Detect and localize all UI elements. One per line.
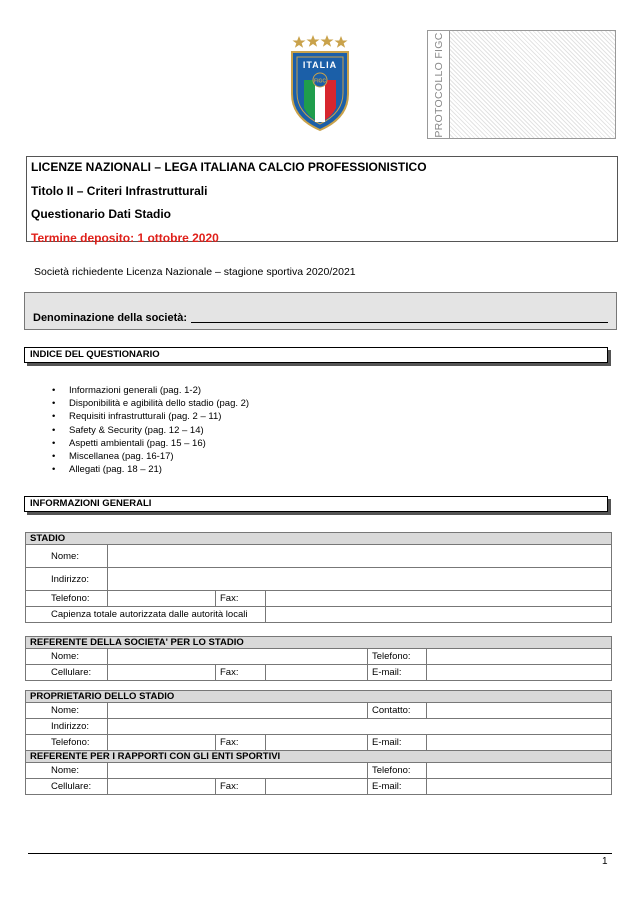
protocollo-label: PROTOCOLLO FIGC: [432, 31, 445, 138]
referente-enti-telefono-field[interactable]: [427, 763, 612, 779]
stadio-capienza-label: Capienza totale autorizzata dalle autorità locali: [26, 607, 266, 623]
deadline-text: Termine deposito: 1 ottobre 2020: [31, 230, 219, 245]
info-generali-section-header: INFORMAZIONI GENERALI: [24, 496, 608, 512]
protocollo-stamp-area: [450, 31, 615, 138]
proprietario-email-field[interactable]: [427, 735, 612, 751]
proprietario-indirizzo-field[interactable]: [108, 719, 612, 735]
stadio-indirizzo-label: Indirizzo:: [26, 568, 108, 591]
stadio-table: [25, 532, 612, 623]
proprietario-telefono-field[interactable]: [108, 735, 216, 751]
indice-list: [52, 384, 249, 476]
list-item: • Aspetti ambientali (pag. 15 – 16): [52, 437, 249, 450]
svg-text:ITALIA: ITALIA: [302, 60, 338, 70]
stadio-fax-label: Fax:: [216, 591, 266, 607]
protocollo-label-column: [428, 31, 450, 138]
page-number: 1: [602, 856, 608, 867]
svg-text:FIGC: FIGC: [314, 78, 326, 85]
referente-stadio-telefono-label: Telefono:: [368, 649, 427, 665]
stadio-capienza-field[interactable]: [266, 607, 612, 623]
referente-enti-telefono-label: Telefono:: [368, 763, 427, 779]
referente-enti-fax-field[interactable]: [266, 779, 368, 795]
referente-enti-cellulare-label: Cellulare:: [26, 779, 108, 795]
list-item: • Informazioni generali (pag. 1-2): [52, 384, 249, 397]
proprietario-email-label: E-mail:: [368, 735, 427, 751]
referente-stadio-email-label: E-mail:: [368, 665, 427, 681]
referente-enti-nome-field[interactable]: [108, 763, 368, 779]
title-box: [26, 156, 618, 245]
stadio-header: STADIO: [26, 533, 612, 545]
proprietario-contatto-label: Contatto:: [368, 703, 427, 719]
proprietario-nome-field[interactable]: [108, 703, 368, 719]
referente-enti-fax-label: Fax:: [216, 779, 266, 795]
denominazione-box: [24, 292, 617, 330]
proprietario-fax-field[interactable]: [266, 735, 368, 751]
stadio-fax-field[interactable]: [266, 591, 612, 607]
proprietario-indirizzo-label: Indirizzo:: [26, 719, 108, 735]
stars-icon: [293, 35, 348, 48]
proprietario-contatto-field[interactable]: [427, 703, 612, 719]
referente-stadio-nome-label: Nome:: [26, 649, 108, 665]
footer-divider: [28, 853, 612, 854]
list-item: • Safety & Security (pag. 12 – 14): [52, 424, 249, 437]
list-item: • Requisiti infrastrutturali (pag. 2 – 11): [52, 410, 249, 423]
list-item: • Disponibilità e agibilità dello stadio (pag. 2): [52, 397, 249, 410]
figc-logo: [288, 34, 352, 134]
referente-enti-cellulare-field[interactable]: [108, 779, 216, 795]
subtitle: Società richiedente Licenza Nazionale – stagione sportiva 2020/2021: [34, 266, 356, 278]
referente-enti-email-field[interactable]: [427, 779, 612, 795]
protocollo-box: [427, 30, 616, 139]
proprietario-telefono-label: Telefono:: [26, 735, 108, 751]
referente-stadio-cellulare-label: Cellulare:: [26, 665, 108, 681]
referente-stadio-telefono-field[interactable]: [427, 649, 612, 665]
referente-stadio-fax-field[interactable]: [266, 665, 368, 681]
denominazione-input-line[interactable]: [191, 312, 608, 323]
referente-stadio-fax-label: Fax:: [216, 665, 266, 681]
denominazione-label: Denominazione della società:: [33, 312, 188, 324]
stadio-nome-field[interactable]: [108, 545, 612, 568]
title-line-2: Titolo II – Criteri Infrastrutturali: [31, 183, 208, 198]
referente-enti-header: REFERENTE PER I RAPPORTI CON GLI ENTI SPORTIVI: [26, 751, 612, 763]
indice-section-header: INDICE DEL QUESTIONARIO: [24, 347, 608, 363]
referente-stadio-table: [25, 636, 612, 681]
stadio-telefono-field[interactable]: [108, 591, 216, 607]
stadio-telefono-label: Telefono:: [26, 591, 108, 607]
referente-stadio-header: REFERENTE DELLA SOCIETA' PER LO STADIO: [26, 637, 612, 649]
referente-stadio-cellulare-field[interactable]: [108, 665, 216, 681]
stadio-nome-label: Nome:: [26, 545, 108, 568]
list-item: • Miscellanea (pag. 16-17): [52, 450, 249, 463]
referente-stadio-nome-field[interactable]: [108, 649, 368, 665]
list-item: • Allegati (pag. 18 – 21): [52, 463, 249, 476]
title-line-1: LICENZE NAZIONALI – LEGA ITALIANA CALCIO PROFESSIONISTICO: [31, 160, 427, 174]
title-line-3: Questionario Dati Stadio: [31, 207, 172, 221]
figc-shield-icon: [288, 34, 352, 134]
referente-enti-nome-label: Nome:: [26, 763, 108, 779]
stadio-indirizzo-field[interactable]: [108, 568, 612, 591]
referente-stadio-email-field[interactable]: [427, 665, 612, 681]
referente-enti-email-label: E-mail:: [368, 779, 427, 795]
proprietario-header: PROPRIETARIO DELLO STADIO: [26, 691, 612, 703]
proprietario-nome-label: Nome:: [26, 703, 108, 719]
proprietario-table: [25, 690, 612, 795]
proprietario-fax-label: Fax:: [216, 735, 266, 751]
